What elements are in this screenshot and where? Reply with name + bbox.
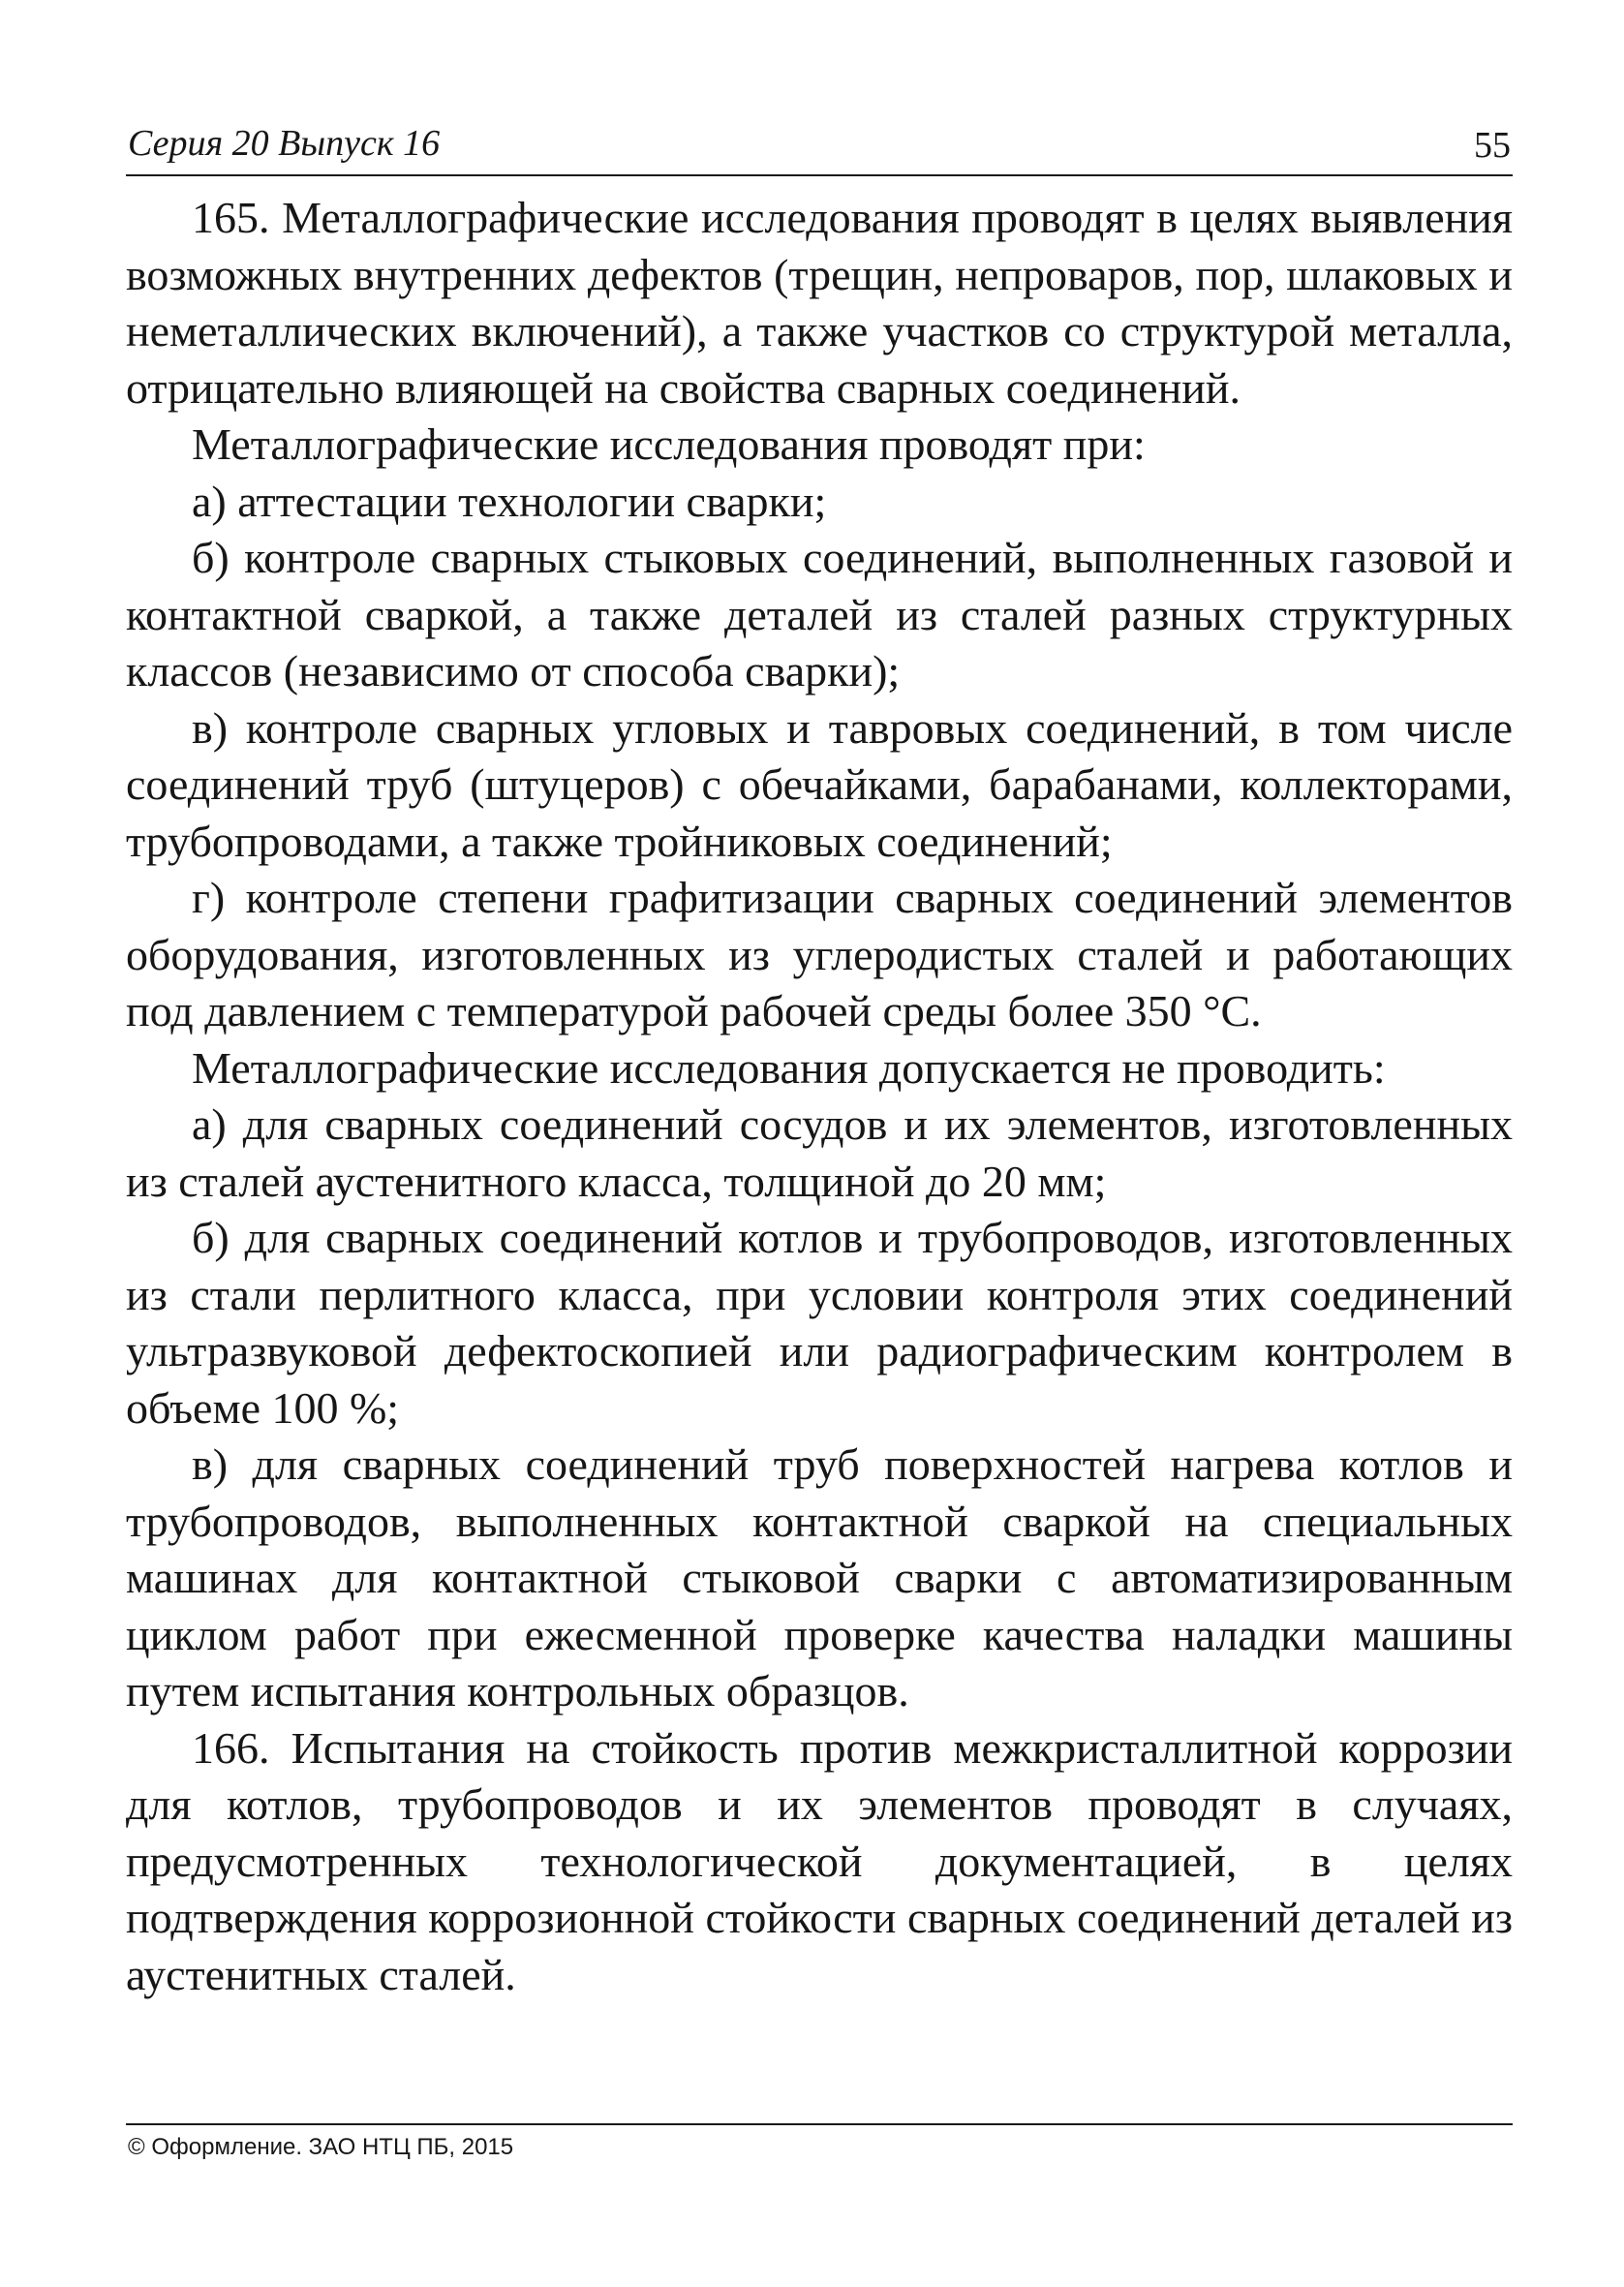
list-item-g: г) контроле степени графитизации сварных соединений элементов оборудования, изготовленных из углеродистых сталей и работающих под давлением с температурой рабочей среды более 350 °С.: [126, 873, 1513, 1035]
document-page: [126, 114, 1513, 2003]
list-item-a: а) аттестации технологии сварки;: [192, 476, 827, 526]
paragraph-metallography-when: Металлографические исследования проводят при:: [192, 419, 1146, 469]
exception-item-b: б) для сварных соединений котлов и трубопроводов, изготовленных из стали перлитного класса, при условии контроля этих соединений ультразвуковой дефектоскопией или радиографическим контролем в объеме 100 %;: [126, 1213, 1513, 1433]
paragraph-metallography-exceptions: Металлографические исследования допускается не проводить:: [192, 1042, 1386, 1093]
exception-item-v: в) для сварных соединений труб поверхностей нагрева котлов и трубопроводов, выполненных контактной сваркой на специальных машинах для контактной стыковой сварки с автоматизированным циклом работ при ежесменной проверке качества наладки машины путем испытания контрольных образцов.: [126, 1439, 1513, 1715]
body-text: [126, 190, 1513, 2003]
list-item-v: в) контроле сварных угловых и тавровых соединений, в том числе соединений труб (штуцеров) с обечайками, барабанами, коллекторами, трубопроводами, а также тройниковых соединений;: [126, 702, 1513, 866]
list-item-b: б) контроле сварных стыковых соединений, выполненных газовой и контактной сваркой, а также деталей из сталей разных структурных классов (независимо от способа сварки);: [126, 533, 1513, 695]
paragraph-165: 165. Металлографические исследования проводят в целях выявления возможных внутренних дефектов (трещин, непроваров, пор, шлаковых и неметаллических включений), а также участков со структурой металла, отрицательно влияющей на свойства сварных соединений.: [126, 193, 1513, 413]
page-number: 55: [1474, 125, 1511, 166]
running-header: [126, 114, 1513, 176]
copyright-notice: © Оформление. ЗАО НТЦ ПБ, 2015: [128, 2134, 514, 2160]
series-title: Серия 20 Выпуск 16: [128, 123, 441, 164]
page-footer: [126, 2123, 1513, 2162]
exception-item-a: а) для сварных соединений сосудов и их элементов, изготовленных из сталей аустенитного класса, толщиной до 20 мм;: [126, 1099, 1513, 1206]
paragraph-166: 166. Испытания на стойкость против межкристаллитной коррозии для котлов, трубопроводов и их элементов проводят в случаях, предусмотренных технологической документацией, в целях подтверждения коррозионной стойкости сварных соединений деталей из аустенитных сталей.: [126, 1722, 1513, 1999]
